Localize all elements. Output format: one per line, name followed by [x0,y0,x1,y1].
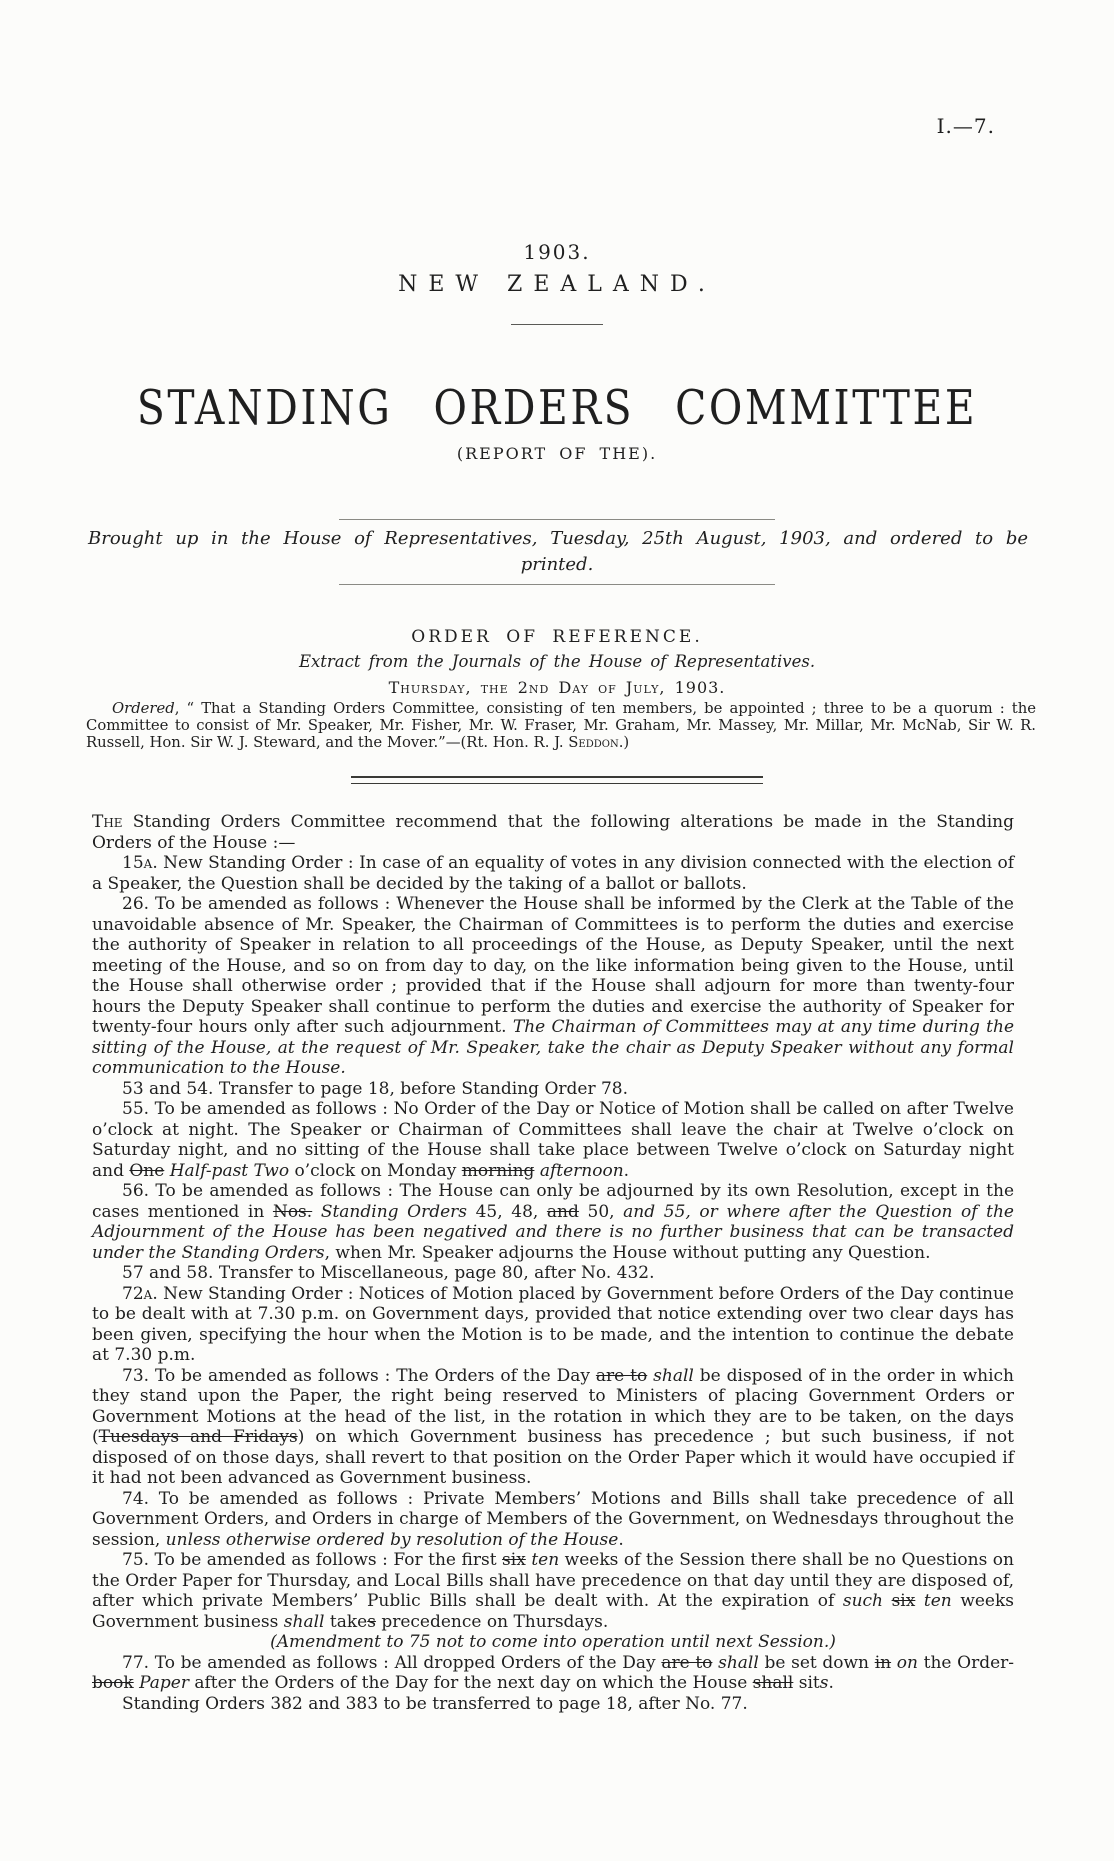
text-run: six [502,1550,526,1570]
text-run: .) [618,733,630,751]
text-run: ten [531,1550,560,1570]
text-run: o’clock on Monday [289,1160,462,1181]
text-run: . [828,1673,834,1693]
text-run: , “ That a Standing Orders Committee, consisting of ten members, be appointed ; three to be a quorum : the Committee to consist of Mr. Speaker, Mr. Fisher, Mr. W. Fraser, Mr. Graham, Mr. Massey, Mr. Millar, Mr. McNab, Sir W. R. Russell, Hon. Sir W. J. Steward, and the Mover.”—(Rt. Hon. R. J. [86,700,1036,751]
text-run: Nos. [272,1201,313,1222]
text-run: 72 [122,1283,144,1304]
body-paragraph [92,1284,1014,1366]
text-run: 26. To be amended as follows : Whenever the House shall be informed by the Clerk at the Table of the unavoidable absence of Mr. Speaker, the Chairman of Committees is to perform the duties and exercise the authority of Speaker in relation to all proceedings of the House, as Deputy Speaker, until the next meeting of the House, and so on from day to day, on the like information being given to the House, until the House shall otherwise order ; provided that if the House shall adjourn for more than twenty-four hours the Deputy Speaker shall continue to perform the duties and exercise the authority of Speaker for twenty-four hours only after such adjournment. [92,894,1014,1037]
text-run: afternoon [539,1160,624,1181]
paper-number: I.—7. [936,114,995,138]
text-run: Standing Orders Committee recommend that the following alterations be made in the Standing Orders of the House :— [92,812,1014,853]
text-run: shall [283,1611,325,1632]
text-run: 77. To be amended as follows : All dropped Orders of the Day [122,1652,662,1673]
text-run [312,1202,321,1222]
text-run: are to [661,1652,713,1673]
text-run: book [92,1673,134,1693]
divider-rule [339,584,775,585]
text-run: 73. To be amended as follows : The Orders of the Day [122,1365,596,1386]
text-run: and 55, or where after the Question of the Adjournment of the House has been negatived and there is no further business that can be transacted under the Standing Orders [92,1201,1014,1263]
text-run: the Order- [917,1652,1015,1673]
date-line: Thursday, the 2nd Day of July, 1903. [388,678,726,697]
text-run: ) on which Government business has precedence ; but such business, if not disposed of on those days, shall revert to that position on the Order Paper which it would have occupied if it had not been advanced as Government business. [92,1427,1014,1488]
text-run: be disposed of in the order in which they stand upon the Paper, the right being reserved to Ministers of placing Government Orders or Government Motions at the head of the list, in the rotation in which they are to be taken, on the days ( [92,1365,1015,1447]
text-run: 50, [578,1201,624,1222]
text-run [915,1591,924,1611]
imprint-line: printed. [520,554,594,575]
text-run: a [143,1283,153,1304]
body-paragraph [92,1489,1014,1551]
body-paragraph [92,1694,1014,1715]
text-run: after the Orders of the Day for the next day on which the House [188,1673,753,1693]
body-paragraph [92,1099,1014,1181]
text-run: ten [923,1591,952,1611]
text-run: 55. To be amended as follows : No Order of the Day or Notice of Motion shall be called on after Twelve o’clock at night. The Speaker or Chairman of Committees shall leave the chair at Twelve o’clock on Saturday night, and no sitting of the House shall take place between Twelve o’clock on Saturday night and [92,1099,1014,1181]
text-run: weeks of the Session there shall be no Questions on the Order Paper for Thursday, and Local Bills shall have precedence on that day until they are disposed of, after which private Members’ Public Bills shall be dealt with. At the expiration of [92,1550,1014,1611]
text-run: Standing Orders 382 and 383 to be transferred to page 18, after No. 77. [122,1693,748,1714]
text-run: six [891,1591,916,1611]
body-paragraph [92,1181,1014,1263]
body-paragraph [92,1263,1014,1284]
text-run: shall [653,1365,694,1386]
text-run: 57 and 58. Transfer to Miscellaneous, page 80, after No. 432. [122,1263,655,1283]
divider-rule [339,519,775,520]
text-run: . New Standing Order : In case of an equality of votes in any division connected with the election of a Speaker, the Question shall be decided by the taking of a ballot or ballots. [92,853,1014,894]
text-run: 45, 48, [467,1201,547,1222]
body-paragraph [92,1550,1014,1632]
divider-rule [511,324,603,325]
text-run: . New Standing Order : Notices of Motion placed by Government before Orders of the Day continue to be dealt with at 7.30 p.m. on Government days, provided that notice extending over two clear days has been given, specifying the hour when the Motion is to be made, and the intention to continue the debate at 7.30 p.m. [92,1283,1014,1365]
text-run: on [896,1652,918,1673]
text-run: Standing Orders [320,1201,467,1222]
year-heading: 1903. [523,240,591,264]
text-run: precedence on Thursdays. [375,1611,609,1632]
text-run: , when Mr. Speaker adjourns the House without putting any Question. [324,1242,931,1263]
text-run: Half-past Two [169,1160,290,1181]
text-run: One [129,1160,165,1181]
text-run: such [842,1591,883,1611]
text-run: Paper [139,1673,189,1693]
text-run: 75. To be amended as follows : For the first [122,1550,503,1570]
text-run: shall [718,1652,759,1673]
text-run: take [324,1611,368,1632]
document-body [92,812,1014,1714]
text-run: Tuesdays and Fridays [98,1427,298,1447]
text-run: and [546,1201,579,1222]
body-paragraph [92,894,1014,1079]
country-heading: NEW ZEALAND. [398,272,716,297]
text-run: (Amendment to 75 not to come into operation until next Session.) [270,1632,836,1652]
text-run: . [618,1529,624,1550]
body-paragraph [92,853,1014,894]
text-run: 15 [122,853,144,873]
body-paragraph [92,1632,1014,1653]
document-title: STANDING ORDERS COMMITTEE [136,380,978,436]
text-run: weeks Government business [92,1591,1015,1632]
text-run: in [874,1652,892,1673]
text-run: sit [793,1673,820,1693]
body-paragraph [92,1653,1014,1694]
double-rule [351,776,763,784]
text-run: s [819,1673,829,1693]
text-run: Ordered [112,700,175,717]
text-run: 74. To be amended as follows : Private Members’ Motions and Bills shall take precedence of all Government Orders, and Orders in charge of Members of the Government, on Wednesdays throughout the session, [92,1488,1014,1550]
ordered-paragraph [86,701,1036,752]
text-run: s [367,1611,376,1632]
body-paragraph [92,1366,1014,1489]
extract-line: Extract from the Journals of the House of Representatives. [298,652,816,671]
text-run: be set down [758,1652,875,1673]
text-run: . [623,1160,630,1181]
text-run: are to [595,1365,648,1386]
document-subtitle: (REPORT OF THE). [456,444,658,463]
text-run: shall [752,1673,794,1693]
text-run: 56. To be amended as follows : The House can only be adjourned by its own Resolution, except in the cases mentioned in [92,1181,1014,1222]
body-paragraph [92,812,1014,853]
text-run: The [92,812,123,832]
text-run: a [143,853,153,873]
text-run: The Chairman of Committees may at any time during the sitting of the House, at the request of Mr. Speaker, take the chair as Deputy Speaker without any formal communication to the House. [92,1017,1015,1078]
text-run: unless otherwise ordered by resolution of the House [165,1529,619,1550]
text-run: morning [461,1160,535,1181]
imprint-line: Brought up in the House of Representatives, Tuesday, 25th August, 1903, and ordered to be [88,528,1028,549]
order-of-reference-heading: ORDER OF REFERENCE. [411,627,703,647]
text-run: 53 and 54. Transfer to page 18, before Standing Order 78. [122,1078,629,1099]
text-run: Seddon [568,733,619,751]
text-run [883,1591,892,1611]
body-paragraph [92,1079,1014,1100]
